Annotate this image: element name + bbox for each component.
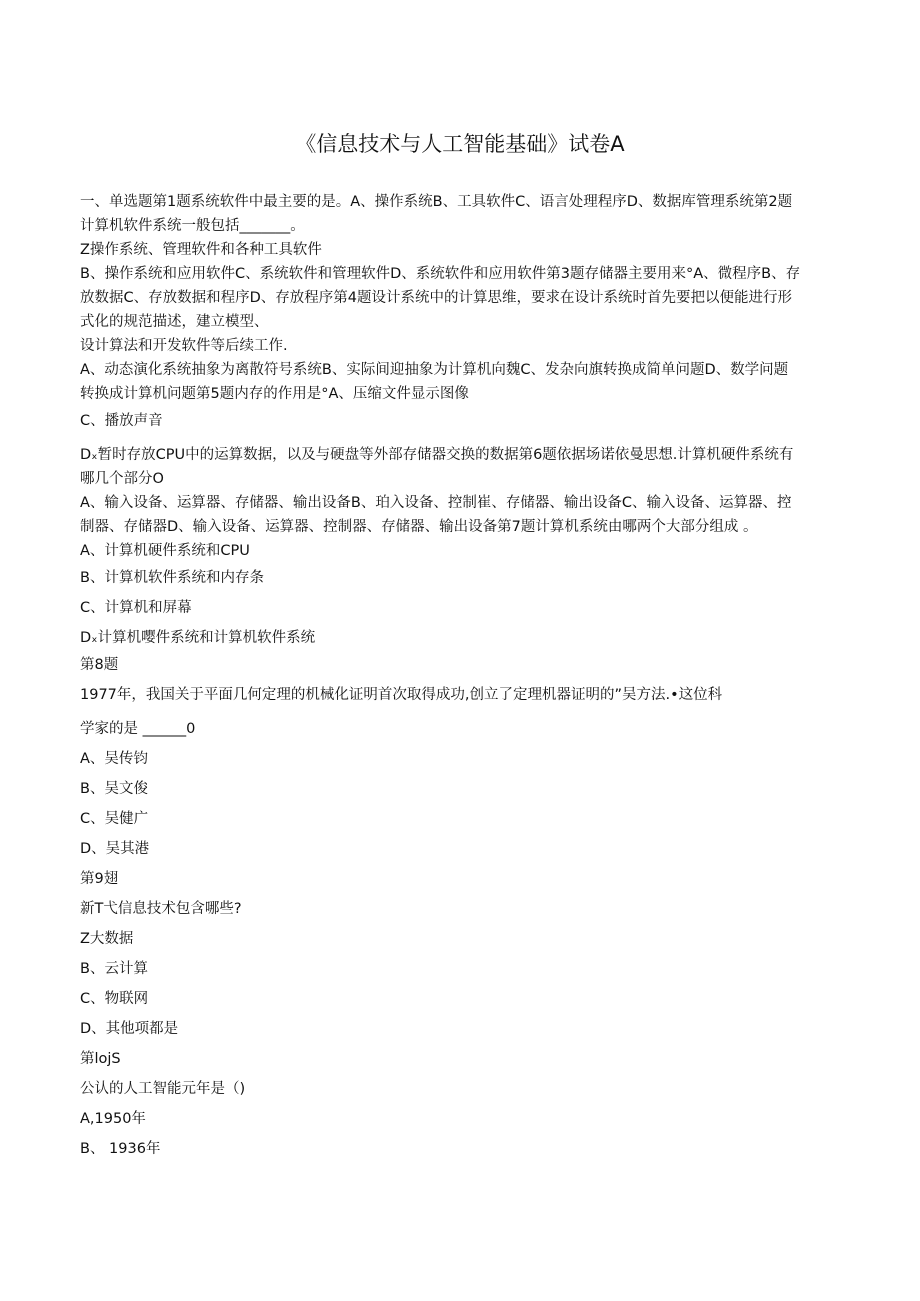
text-line: Dₓ暂时存放CPU中的运算数据，以及与硬盘等外部存储器交换的数据第6题依据场诺依曼思想.计算机硬件系统有 [80, 447, 794, 463]
text-line: A、吴传钧 [80, 751, 148, 767]
text-line: B、吴文俊 [80, 781, 148, 797]
text-line: C、播放声音 [80, 413, 163, 429]
text-line: 式化的规范描述，建立模型、 [80, 314, 269, 330]
text-line: 制器、存储器D、输入设备、运算器、控制器、存储器、输出设备第7题计算机系统由哪两个大部分组成 。 [80, 519, 758, 535]
text-line: 一、单选题第1题系统软件中最主要的是。A、操作系统B、工具软件C、语言处理程序D、数据库管理系统第2题 [80, 194, 793, 210]
text-line: Z大数据 [80, 931, 134, 947]
text-line: A,1950年 [80, 1111, 146, 1127]
text-line: B、操作系统和应用软件C、系统软件和管理软件D、系统软件和应用软件第3题存储器主要用来°A、微程序B、存 [80, 266, 801, 282]
text-line: 第9翅 [80, 871, 119, 887]
text-line: Dₓ计算机嘤件系统和计算机软件系统 [80, 630, 316, 646]
text-line: Z操作系统、管理软件和各种工具软件 [80, 242, 322, 258]
text-line: A、输入设备、运算器、存储器、输出设备B、珀入设备、控制崔、存储器、输出设备C、输入设备、运算器、控 [80, 495, 792, 511]
text-line: C、物联网 [80, 991, 149, 1007]
text-line: 设计算法和开发软件等后续工作. [80, 338, 288, 354]
text-line: C、计算机和屏幕 [80, 600, 192, 616]
text-line: A、动态演化系统抽象为离散符号系统B、实际间迎抽象为计算机向魏C、发杂向旗转换成简单问题D、数学问题 [80, 362, 789, 378]
text-line: C、吴健广 [80, 811, 149, 827]
text-line: 第8题 [80, 657, 119, 673]
text-line: 放数据C、存放数据和程序D、存放程序第4题设计系统中的计算思维，要求在设计系统时首先要把以便能进行形 [80, 290, 793, 306]
text-line: D、其他项都是 [80, 1021, 179, 1037]
text-line: 1977年，我国关于平面几何定理的机械化证明首次取得成功,创立了定理机器证明的”吴方法.•这位科 [80, 687, 723, 703]
text-line: 第lojS [80, 1051, 121, 1067]
text-line: 转换成计算机问题第5题内存的作用是°A、压缩文件显示图像 [80, 386, 469, 402]
text-line: 哪几个部分O [80, 471, 164, 487]
text-line: 新T弋信息技术包含哪些? [80, 901, 242, 917]
text-line: D、吴其港 [80, 841, 150, 857]
text-line: 公认的人工智能元年是（) [80, 1081, 246, 1097]
text-line: B、计算机软件系统和内存条 [80, 570, 264, 586]
document-title: 《信息技术与人工智能基础》试卷A [295, 132, 625, 156]
text-line: A、计算机硬件系统和CPU [80, 543, 250, 559]
text-line: 学家的是 ______0 [80, 721, 196, 737]
text-line: B、 1936年 [80, 1141, 161, 1157]
text-line: B、云计算 [80, 961, 148, 977]
document-body [80, 190, 840, 1161]
text-line: 计算机软件系统一般包括_______。 [80, 218, 305, 234]
